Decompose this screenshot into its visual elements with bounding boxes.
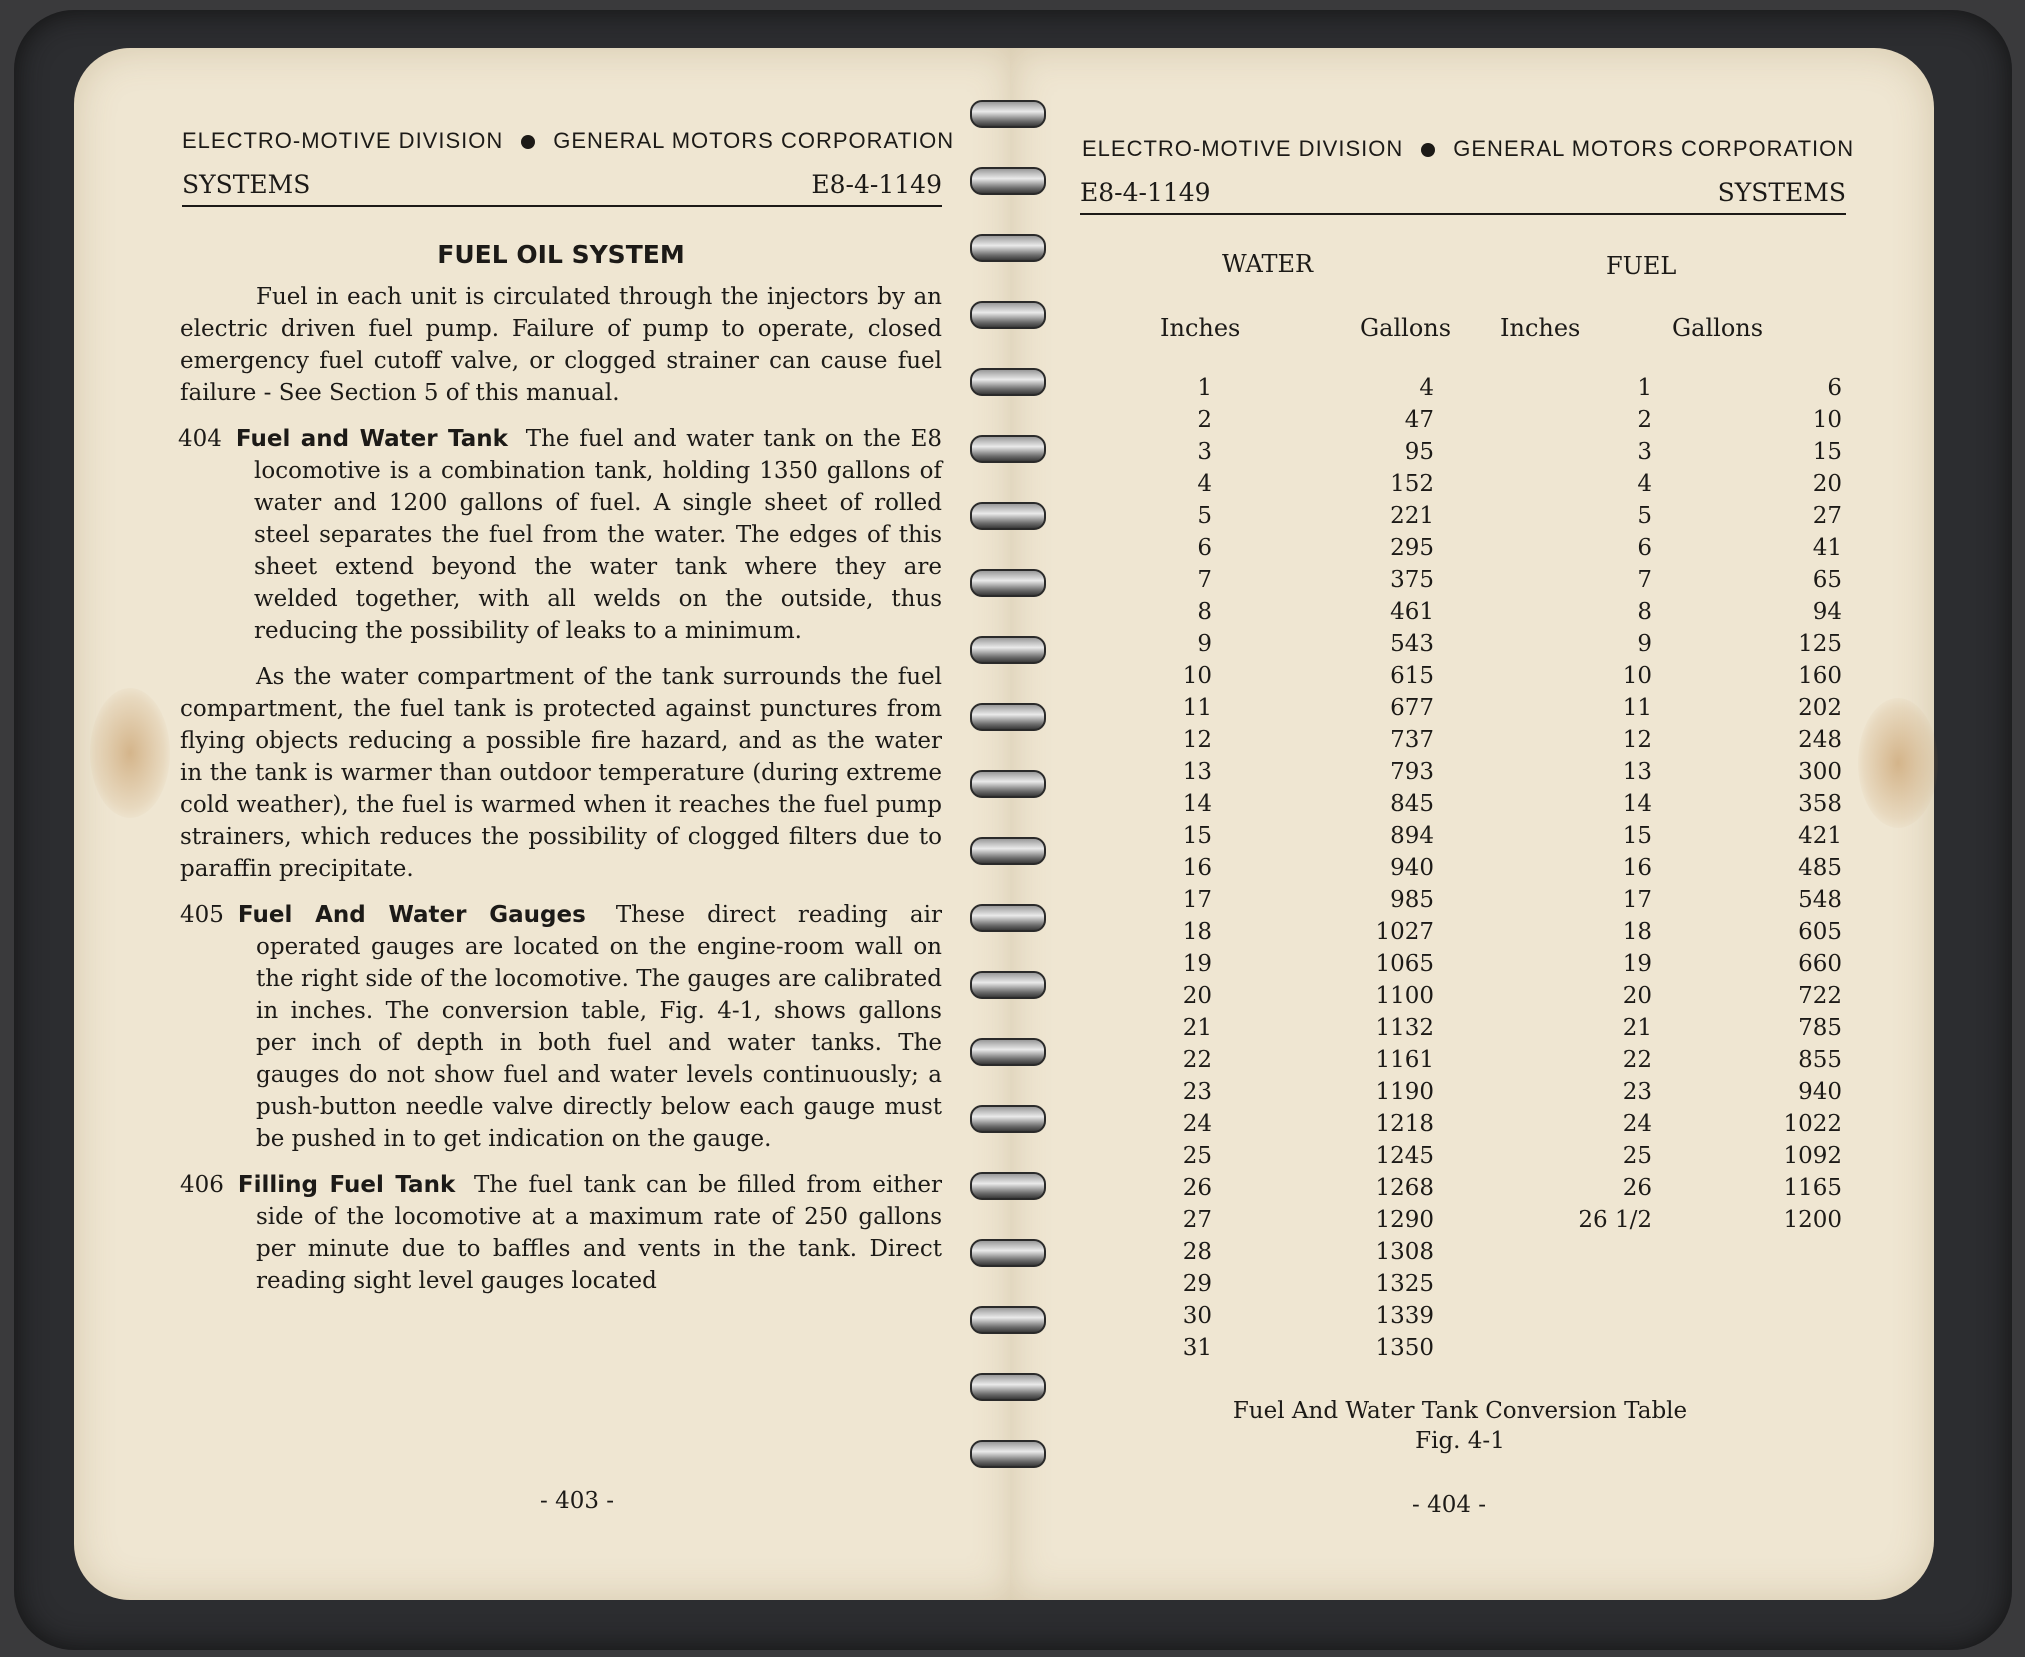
table-row [1100,788,1842,820]
table-cell: 19 [1182,951,1212,977]
table-cell: 24 [1182,1111,1212,1137]
table-cell: 23 [1622,1079,1652,1105]
section-heading: Fuel And Water Gauges [237,902,586,928]
binding-coil [970,167,1046,195]
table-row [1100,1204,1842,1236]
table-row [1100,1172,1842,1204]
table-cell: 21 [1182,1015,1212,1041]
binding-coil [970,904,1046,932]
table-cell: 1200 [1783,1207,1842,1233]
table-cell: 1132 [1375,1015,1434,1041]
table-row [1100,916,1842,948]
table-cell: 15 [1622,823,1652,849]
table-cell [1652,1236,1842,1268]
table-cell: 7 [1197,567,1212,593]
table-cell [1434,1236,1652,1268]
binding-coil [970,569,1046,597]
table-cell: 5 [1197,503,1212,529]
table-cell: 9 [1637,631,1652,657]
column-header-water-gallons: Gallons [1360,314,1452,342]
binding-coil [970,100,1046,128]
bullet-icon [521,135,535,149]
water-stain [1858,698,1938,828]
table-cell: 26 1/2 [1578,1207,1652,1233]
right-subhead [1080,178,1846,215]
table-cell: 1165 [1783,1175,1842,1201]
manual-code: E8-4-1149 [811,170,942,199]
table-cell: 13 [1622,759,1652,785]
binding-coil [970,1239,1046,1267]
table-cell: 4 [1197,471,1212,497]
bullet-icon [1421,143,1435,157]
table-row [1100,404,1842,436]
table-row [1100,1108,1842,1140]
figure-number: Fig. 4-1 [1415,1428,1505,1454]
table-cell: 19 [1622,951,1652,977]
section-label: SYSTEMS [182,170,311,199]
table-cell: 421 [1798,823,1842,849]
table-cell: 17 [1622,887,1652,913]
table-cell: 3 [1197,439,1212,465]
table-row [1100,1044,1842,1076]
section-number: 406 [180,1172,224,1198]
table-cell: 1 [1637,375,1652,401]
table-cell [1434,1300,1652,1332]
table-cell [1652,1300,1842,1332]
intro-paragraph: Fuel in each unit is circulated through the injectors by an electric driven fuel pump. Failure of pump to operate, closed emergency fuel cutoff valve, or clogged strainer can cause fuel failure - See Section 5 of this manual. [180,284,942,406]
table-cell: 20 [1622,983,1652,1009]
table-cell: 18 [1182,919,1212,945]
table-row [1100,660,1842,692]
table-row [1100,564,1842,596]
table-row [1100,756,1842,788]
right-running-head [1082,136,1854,162]
table-row [1100,628,1842,660]
table-cell: 677 [1390,695,1434,721]
table-cell: 8 [1197,599,1212,625]
table-cell: 940 [1390,855,1434,881]
table-cell: 26 [1182,1175,1212,1201]
table-cell: 27 [1182,1207,1212,1233]
table-cell: 940 [1798,1079,1842,1105]
table-cell: 1022 [1783,1111,1842,1137]
table-cell: 722 [1798,983,1842,1009]
binding-coil [970,636,1046,664]
table-cell: 27 [1812,503,1842,529]
table-cell: 14 [1622,791,1652,817]
spiral-binding [964,100,1054,1550]
table-row [1100,436,1842,468]
table-cell: 2 [1197,407,1212,433]
table-cell: 855 [1798,1047,1842,1073]
table-cell: 4 [1637,471,1652,497]
table-cell: 1290 [1375,1207,1434,1233]
table-cell: 985 [1390,887,1434,913]
column-header-fuel-inches: Inches [1500,314,1581,342]
table-row [1100,724,1842,756]
table-row [1100,468,1842,500]
table-row [1100,852,1842,884]
table-cell: 94 [1812,599,1842,625]
table-cell [1434,1332,1652,1364]
table-cell: 7 [1637,567,1652,593]
table-cell: 16 [1622,855,1652,881]
table-cell: 14 [1182,791,1212,817]
binding-coil [970,770,1046,798]
table-cell: 358 [1798,791,1842,817]
table-cell: 11 [1622,695,1652,721]
binding-coil [970,301,1046,329]
table-cell: 2 [1637,407,1652,433]
table-cell [1652,1332,1842,1364]
table-row [1100,1076,1842,1108]
table-cell: 25 [1182,1143,1212,1169]
section-heading: Filling Fuel Tank [237,1172,456,1198]
section-text: The fuel tank can be filled from either side of the locomotive at a maximum rate of 250 gallons per minute due to baffles and vents in the tank. Direct reading sight level gauges located [256,1172,943,1294]
running-head-division: ELECTRO-MOTIVE DIVISION [1082,136,1404,161]
binding-coil [970,837,1046,865]
column-header-fuel-gallons: Gallons [1672,314,1764,342]
table-cell [1434,1268,1652,1300]
page-number-right: - 404 - [1412,1492,1487,1518]
table-cell: 10 [1812,407,1842,433]
table-cell: 300 [1798,759,1842,785]
left-text-column [180,240,942,1311]
table-cell: 1092 [1783,1143,1842,1169]
page-number-left: - 403 - [540,1488,615,1514]
running-head-corporation: GENERAL MOTORS CORPORATION [553,128,955,153]
table-cell: 5 [1637,503,1652,529]
table-row [1100,372,1842,404]
running-head-division: ELECTRO-MOTIVE DIVISION [182,128,504,153]
section-text: These direct reading air operated gauges are located on the engine-room wall on the right side of the locomotive. The gauges are calibrated in inches. The conversion table, Fig. 4-1, shows gallons per inch of depth in both fuel and water tanks. The gauges do not show fuel and water levels continuously; a push-button needle valve directly below each gauge must be pushed in to get indication on the gauge. [256,902,943,1152]
table-cell: 12 [1622,727,1652,753]
table-row [1100,1300,1842,1332]
table-cell: 737 [1390,727,1434,753]
table-row [1100,1140,1842,1172]
table-row [1100,1332,1842,1364]
table-cell: 15 [1182,823,1212,849]
section-405 [180,899,942,1155]
left-subhead [182,170,942,207]
table-cell: 1308 [1375,1239,1434,1265]
running-head-corporation: GENERAL MOTORS CORPORATION [1453,136,1855,161]
binding-coil [970,1038,1046,1066]
binding-coil [970,1373,1046,1401]
table-row [1100,1012,1842,1044]
table-cell: 26 [1622,1175,1652,1201]
section-404-paragraph-2: As the water compartment of the tank surrounds the fuel compartment, the fuel tank is protected against punctures from flying objects reducing a possible fire hazard, and as the water in the tank is warmer than outdoor temperature (during extreme cold weather), the fuel is warmed when it reaches the fuel pump strainers, which reduces the possibility of clogged filters due to paraffin precipitate. [180,664,942,882]
table-cell: 30 [1182,1303,1212,1329]
binding-coil [970,1306,1046,1334]
table-cell: 10 [1182,663,1212,689]
table-cell: 1325 [1375,1271,1434,1297]
table-cell: 1100 [1375,983,1434,1009]
section-label: SYSTEMS [1717,178,1846,207]
table-cell: 548 [1798,887,1842,913]
table-row [1100,692,1842,724]
section-406 [180,1169,942,1297]
binding-coil [970,971,1046,999]
section-number: 404 [178,426,222,452]
table-cell: 10 [1622,663,1652,689]
table-cell: 1218 [1375,1111,1434,1137]
table-cell: 8 [1637,599,1652,625]
table-cell: 660 [1798,951,1842,977]
table-cell: 47 [1404,407,1434,433]
left-running-head [182,128,954,154]
table-cell: 221 [1390,503,1434,529]
table-cell: 13 [1182,759,1212,785]
conversion-table [1100,372,1842,1364]
table-cell: 18 [1622,919,1652,945]
table-cell: 485 [1798,855,1842,881]
table-cell: 152 [1390,471,1434,497]
table-cell: 20 [1182,983,1212,1009]
table-row [1100,596,1842,628]
table-cell: 845 [1390,791,1434,817]
table-cell: 1190 [1375,1079,1434,1105]
table-cell: 6 [1827,375,1842,401]
binding-coil [970,1172,1046,1200]
section-404 [178,423,942,647]
table-cell: 3 [1637,439,1652,465]
table-cell: 1245 [1375,1143,1434,1169]
table-cell: 16 [1182,855,1212,881]
table-row [1100,948,1842,980]
table-cell: 1065 [1375,951,1434,977]
column-header-water-inches: Inches [1160,314,1241,342]
table-cell: 95 [1404,439,1434,465]
table-row [1100,1236,1842,1268]
table-cell: 24 [1622,1111,1652,1137]
table-cell: 1027 [1375,919,1434,945]
binding-coil [970,234,1046,262]
table-cell: 11 [1182,695,1212,721]
table-cell: 295 [1390,535,1434,561]
table-cell: 160 [1798,663,1842,689]
manual-code: E8-4-1149 [1080,178,1211,207]
table-cell: 605 [1798,919,1842,945]
binding-coil [970,502,1046,530]
table-cell: 6 [1197,535,1212,561]
binding-coil [970,703,1046,731]
table-cell: 894 [1390,823,1434,849]
table-cell: 41 [1812,535,1842,561]
table-group-fuel: FUEL [1606,252,1677,280]
table-cell: 125 [1798,631,1842,657]
table-cell: 31 [1182,1335,1212,1361]
figure-caption: Fuel And Water Tank Conversion Table [1232,1398,1688,1424]
section-heading: Fuel and Water Tank [235,426,508,452]
table-row [1100,532,1842,564]
table-cell: 28 [1182,1239,1212,1265]
table-cell: 1 [1197,375,1212,401]
table-cell: 22 [1622,1047,1652,1073]
table-cell: 785 [1798,1015,1842,1041]
table-cell: 22 [1182,1047,1212,1073]
page-title: FUEL OIL SYSTEM [437,240,685,269]
table-cell: 9 [1197,631,1212,657]
binding-coil [970,1440,1046,1468]
table-cell: 15 [1812,439,1842,465]
table-row [1100,980,1842,1012]
table-cell: 29 [1182,1271,1212,1297]
table-cell: 1339 [1375,1303,1434,1329]
table-cell: 4 [1419,375,1434,401]
table-cell: 615 [1390,663,1434,689]
table-cell: 543 [1390,631,1434,657]
table-cell: 25 [1622,1143,1652,1169]
table-cell: 17 [1182,887,1212,913]
table-cell: 12 [1182,727,1212,753]
table-cell: 248 [1798,727,1842,753]
table-cell: 202 [1798,695,1842,721]
section-text: The fuel and water tank on the E8 locomotive is a combination tank, holding 1350 gallons of water and 1200 gallons of fuel. A single sheet of rolled steel separates the fuel from the water. The edges of this sheet extend beyond the water tank where they are welded together, with all welds on the outside, thus reducing the possibility of leaks to a minimum. [254,426,943,644]
table-cell: 65 [1812,567,1842,593]
table-group-water: WATER [1222,250,1314,278]
binding-coil [970,1105,1046,1133]
table-cell [1652,1268,1842,1300]
table-row [1100,820,1842,852]
table-row [1100,884,1842,916]
table-cell: 23 [1182,1079,1212,1105]
table-row [1100,1268,1842,1300]
table-cell: 793 [1390,759,1434,785]
table-cell: 21 [1622,1015,1652,1041]
table-cell: 1268 [1375,1175,1434,1201]
table-cell: 461 [1390,599,1434,625]
table-cell: 375 [1390,567,1434,593]
binding-coil [970,435,1046,463]
section-number: 405 [180,902,224,928]
table-cell: 6 [1637,535,1652,561]
table-cell: 20 [1812,471,1842,497]
table-cell: 1161 [1375,1047,1434,1073]
binding-coil [970,368,1046,396]
table-row [1100,500,1842,532]
table-cell: 1350 [1375,1335,1434,1361]
water-stain [90,688,170,818]
